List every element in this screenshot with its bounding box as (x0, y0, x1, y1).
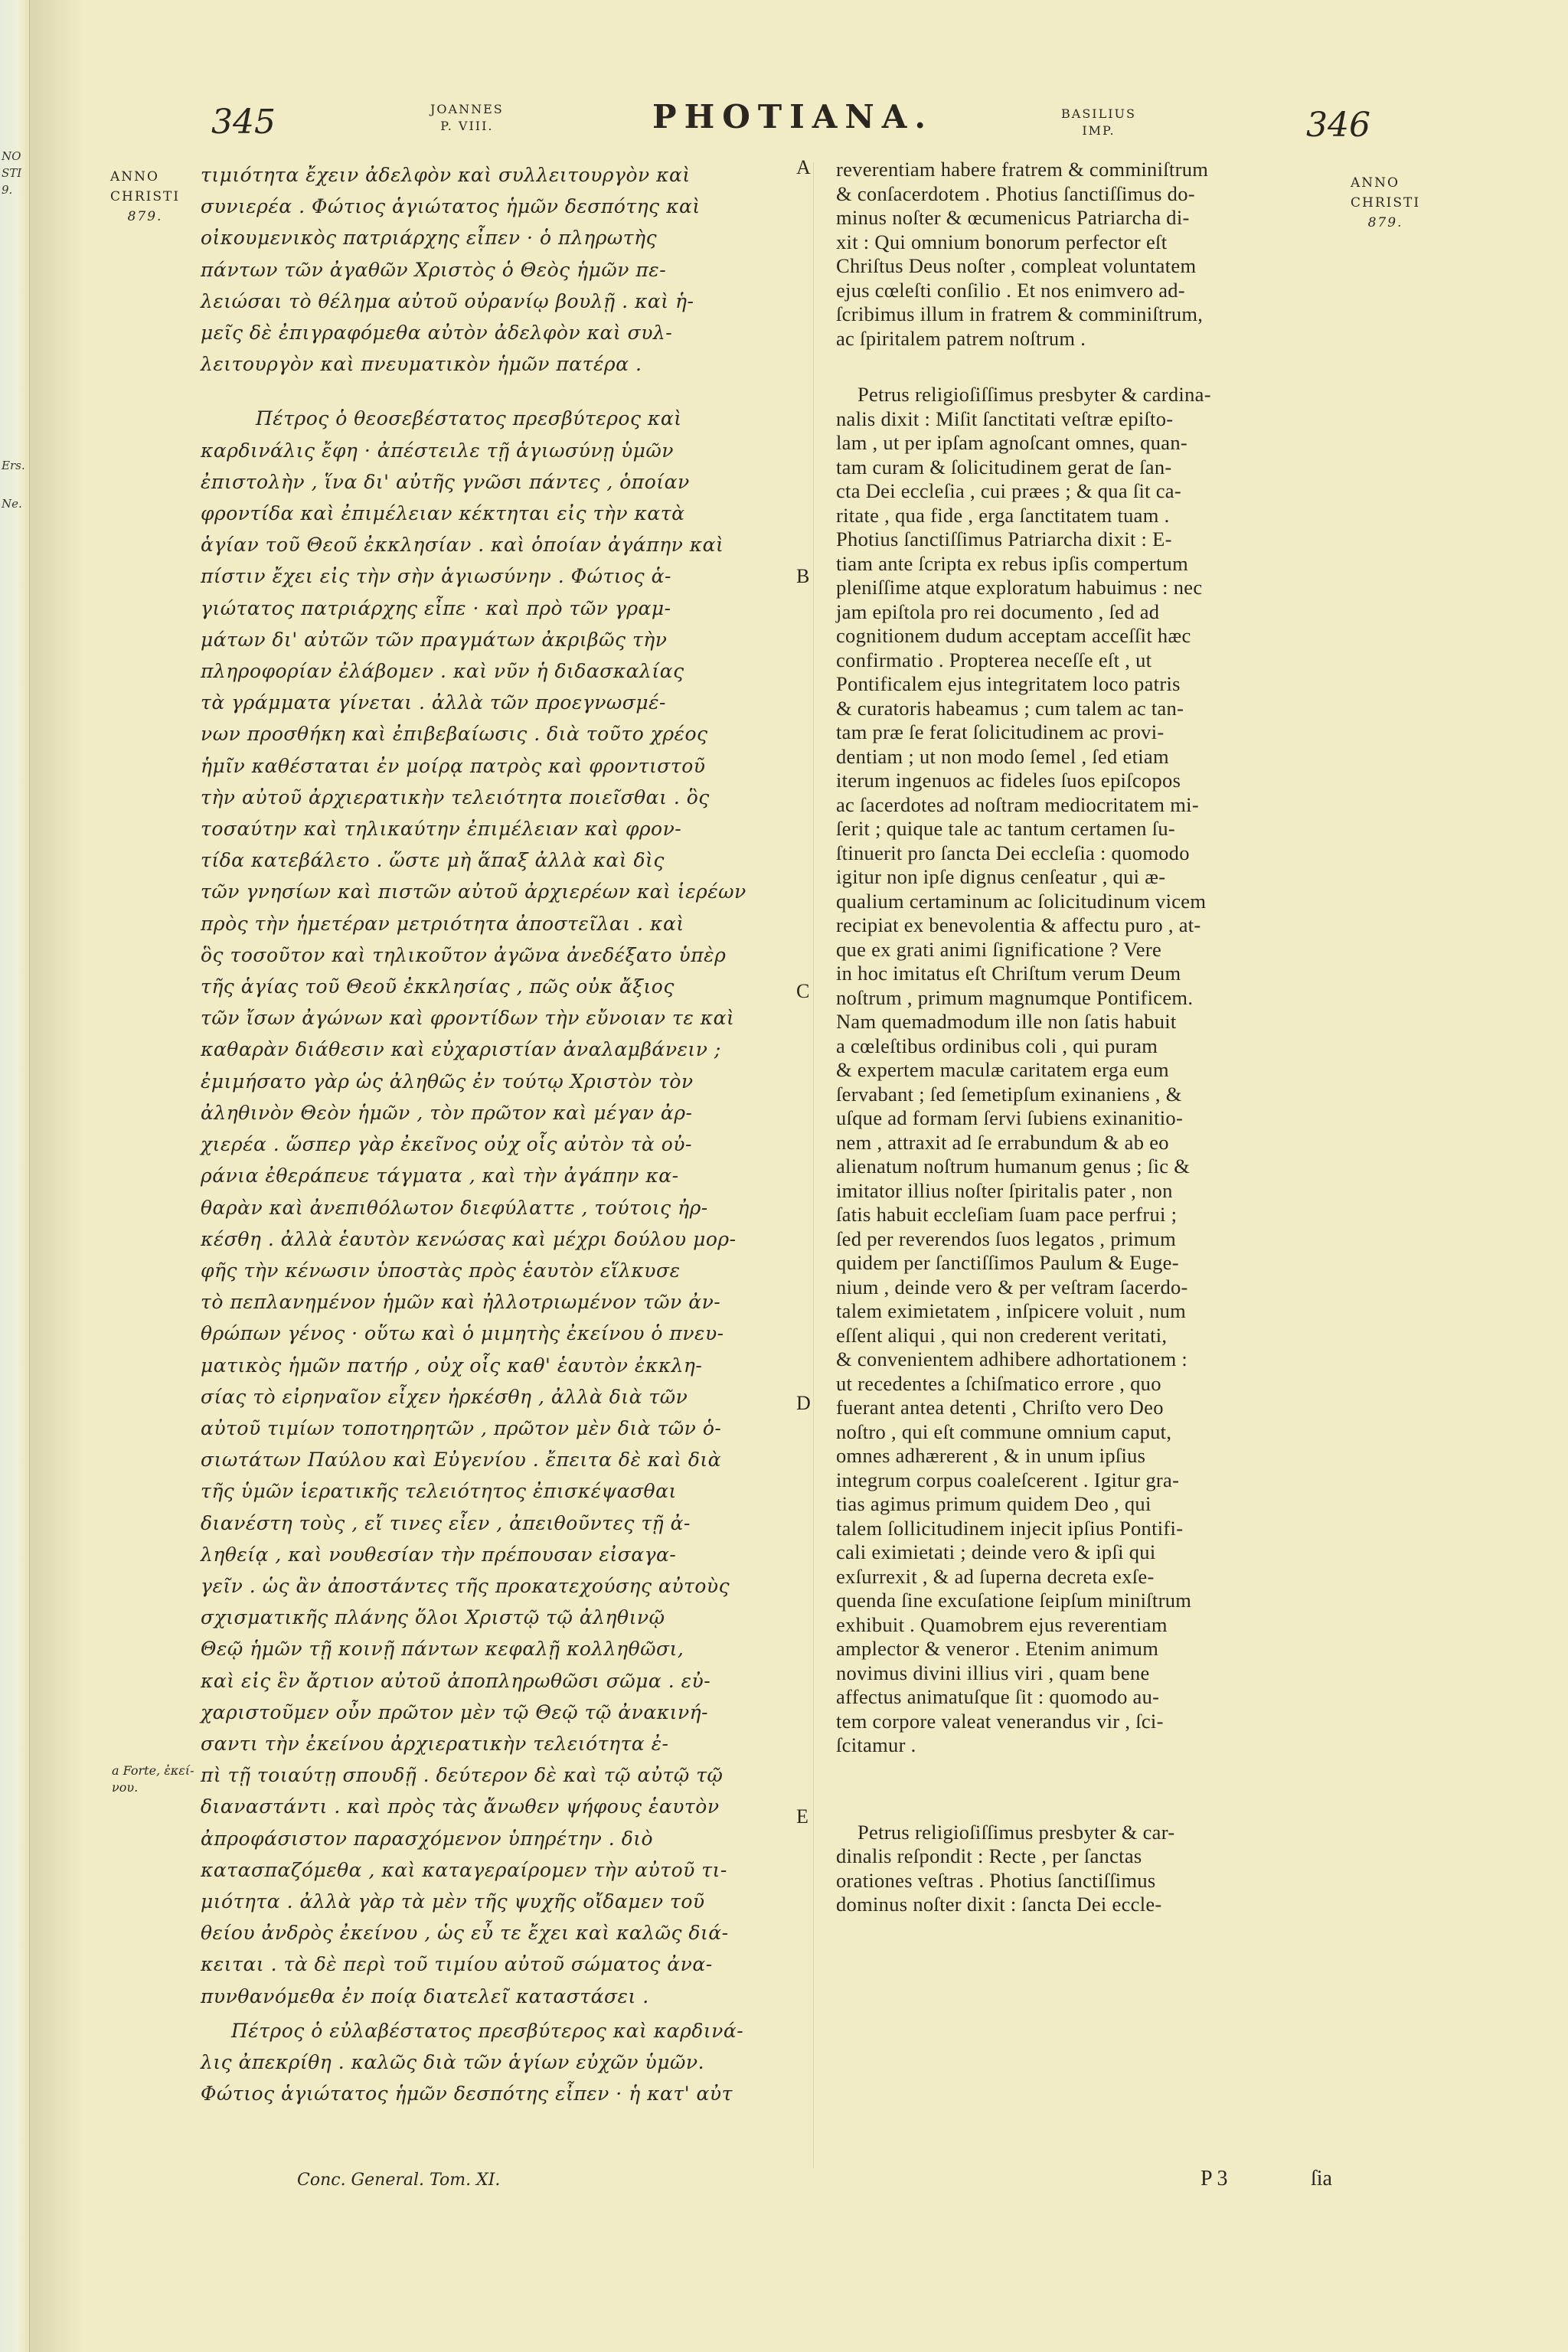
text-line: tias agimus primum quidem Deo , qui (836, 1492, 1152, 1515)
text-line: novimus divini illius viri , quam bene (836, 1661, 1150, 1684)
text-line: ſerit ; quique tale ac tantum certamen ſu- (836, 817, 1176, 840)
text-line: tam curam & ſolicitudinem gerat de ſan- (836, 455, 1172, 479)
text-line: χαριστοῦμεν οὖν πρῶτον μὲν τῷ Θεῷ τῷ ἀνακινή- (201, 1700, 709, 1723)
signature-mark: P 3 (1200, 2167, 1228, 2190)
text-line: ejus cœleſti conſilio . Et nos enimvero ad- (836, 278, 1185, 302)
text-line: pleniſſime atque exploratum habuimus : nec (836, 576, 1203, 599)
text-line: πληροφορίαν ἐλάβομεν . καὶ νῦν ἡ διδασκαλίας (201, 660, 684, 683)
greek-column (201, 159, 746, 2109)
margin-strip-note: Ne. (2, 497, 22, 511)
latin-paragraph-1 (836, 158, 1211, 351)
text-line: οἰκουμενικὸς πατριάρχης εἶπεν · ὁ πληρωτὴς (201, 227, 658, 250)
page-number-left: 345 (211, 103, 276, 142)
text-line: ματικὸς ἡμῶν πατήρ , οὐχ οἷς καθ' ἑαυτὸν ἐκκλη- (201, 1354, 703, 1377)
footnote-marker: a Forte, ἐκεί- νου. (112, 1763, 194, 1795)
latin-column (836, 158, 1211, 1917)
text-line: πίστιν ἔχει εἰς τὴν σὴν ἁγιωσύνην . Φώτιος ἁ- (201, 565, 671, 588)
text-line: omnes adhærerent , & in unum ipſius (836, 1444, 1146, 1467)
gutter-shadow (29, 0, 83, 2352)
text-line: quidem per ſanctiſſimos Paulum & Euge- (836, 1251, 1179, 1274)
section-letter-e: E (796, 1805, 808, 1828)
text-line: orationes veſtras . Photius ſanctiſſimus (836, 1868, 1156, 1892)
text-line: ἐπιστολὴν , ἵνα δι' αὐτῆς γνῶσι πάντες , ὁποίαν (201, 470, 690, 493)
text-line: jam epiſtola pro rei documento , ſed ad (836, 599, 1160, 623)
text-line: uſque ad formam ſervi ſubiens exinanitio- (836, 1106, 1184, 1129)
text-line: Pontificalem ejus integritatem loco patris (836, 672, 1181, 695)
text-line: τίδα κατεβάλετο . ὥστε μὴ ἅπαξ ἀλλὰ καὶ δὶς (201, 849, 665, 872)
text-line: μεῖς δὲ ἐπιγραφόμεθα αὐτὸν ἀδελφὸν καὶ συλ- (201, 322, 673, 345)
text-line: φροντίδα καὶ ἐπιμέλειαν κέκτηται εἰς τὴν κατὰ (201, 502, 685, 525)
text-line: & curatoris habeamus ; cum talem ac tan- (836, 696, 1184, 720)
margin-strip-note: Ers. (2, 459, 25, 472)
text-line: ſcribimus illum in fratrem & comminiſtrum, (836, 302, 1204, 325)
text-line: dentiam ; ut non modo ſemel , ſed etiam (836, 744, 1169, 768)
text-line: ὃς τοσοῦτον καὶ τηλικοῦτον ἀγῶνα ἀνεδέξατο ὑπὲρ (201, 943, 727, 966)
text-line: noſtrum , primum magnumque Pontificem. (836, 985, 1194, 1009)
text-line: τῶν γνησίων καὶ πιστῶν αὐτοῦ ἀρχιερέων καὶ ἱερέων (201, 880, 746, 903)
adjacent-page-margin (0, 0, 30, 2352)
text-line: διανέστη τοὺς , εἴ τινες εἶεν , ἀπειθοῦντες τῇ ἀ- (201, 1511, 691, 1534)
text-line: θαρὰν καὶ ἀνεπιθόλωτον διεφύλαττε , τούτοις ἠρ- (201, 1196, 708, 1219)
text-line: Nam quemadmodum ille non ſatis habuit (836, 1010, 1177, 1033)
text-line: cali eximietati ; deinde vero & ipſi qui (836, 1540, 1156, 1563)
text-line: talem ſollicitudinem injecit ipſius Pontifi- (836, 1516, 1184, 1540)
text-line: dominus noſter dixit : ſancta Dei eccle- (836, 1893, 1162, 1916)
text-line: τὰ γράμματα γίνεται . ἀλλὰ τῶν προεγνωσμέ- (201, 691, 666, 714)
text-line: τῆς ἁγίας τοῦ Θεοῦ ἐκκλησίας , πῶς οὐκ ἄξιος (201, 975, 675, 998)
header-caption-right: BASILIUS IMP. (1061, 106, 1136, 138)
text-line: πρὸς τὴν ἡμετέραν μετριότητα ἀποστεῖλαι . καὶ (201, 912, 684, 935)
text-line: ἀπροφάσιστον παρασχόμενον ὑπηρέτην . διὸ (201, 1827, 654, 1850)
text-line: & convenientem adhibere adhortationem : (836, 1348, 1188, 1370)
text-line: quenda ſine excuſatione ſeipſum miniſtrum (836, 1589, 1192, 1612)
text-line: ληθείᾳ , καὶ νουθεσίαν τὴν πρέπουσαν εἰσαγα- (201, 1543, 677, 1566)
header-caption-left: JOANNES P. VIII. (430, 102, 504, 133)
text-line: igitur non ipſe dignus cenſeatur , qui æ- (836, 865, 1166, 888)
text-line: xit : Qui omnium bonorum perfector eſt (836, 230, 1168, 253)
section-letter-c: C (796, 980, 810, 1002)
text-line: λις ἀπεκρίθη . καλῶς διὰ τῶν ἁγίων εὐχῶν ὑμῶν. (201, 2050, 705, 2073)
text-line: Petrus religioſiſſimus presbyter & car- (858, 1820, 1175, 1844)
text-line: minus noſter & œcumenicus Patriarcha di- (836, 206, 1190, 229)
text-line: ritate , qua fide , erga ſanctitatem tuam . (836, 503, 1170, 527)
text-line: ἀληθινὸν Θεὸν ἡμῶν , τὸν πρῶτον καὶ μέγαν ἀρ- (201, 1101, 693, 1124)
text-line: Photius ſanctiſſimus Patriarcha dixit : E- (836, 528, 1172, 550)
latin-paragraph-2 (836, 383, 1211, 1758)
text-line: Θεῷ ἡμῶν τῇ κοινῇ πάντων κεφαλῇ κολληθῶσι, (201, 1638, 684, 1661)
text-line: ſtinuerit pro ſancta Dei eccleſia : quomodo (836, 841, 1190, 864)
text-line: ἐμιμήσατο γὰρ ὡς ἀληθῶς ἐν τούτῳ Χριστὸν τὸν (201, 1070, 694, 1093)
catchword: ſia (1311, 2167, 1332, 2190)
text-line: ut recedentes a ſchiſmatico errore , quo (836, 1371, 1161, 1395)
text-line: fuerant antea detenti , Chriſto vero Deo (836, 1396, 1164, 1419)
text-line: alienatum noſtrum humanum genus ; ſic & (836, 1155, 1191, 1178)
text-line: Chriſtus Deus noſter , compleat voluntatem (836, 254, 1197, 277)
text-line: τοσαύτην καὶ τηλικαύτην ἐπιμέλειαν καὶ φρον- (201, 818, 682, 841)
text-line: αὐτοῦ τιμίων τοποτηρητῶν , πρῶτον μὲν διὰ τῶν ὁ- (201, 1416, 722, 1439)
text-line: confirmatio . Propterea neceſſe eſt , ut (836, 648, 1152, 671)
text-line: ſcitamur . (836, 1733, 916, 1756)
text-line: que ex grati animi ſignificatione ? Vere (836, 937, 1162, 961)
text-line: nalis dixit : Miſit ſanctitati veſtræ epiſto- (836, 407, 1174, 430)
text-line: imitator illius noſter ſpiritalis pater , non (836, 1178, 1173, 1202)
text-line: ſatis habuit eccleſiam ſuam pace perfrui ; (836, 1203, 1178, 1226)
text-line: dinalis reſpondit : Recte , per ſanctas (836, 1844, 1142, 1867)
text-line: & conſacerdotem . Photius ſanctiſſimus do- (836, 181, 1195, 205)
text-line: λειώσαι τὸ θέλημα αὐτοῦ οὐρανίῳ βουλῇ . καὶ ἡ- (201, 289, 694, 312)
text-line: τῶν ἴσων ἀγώνων καὶ φροντίδων τὴν εὔνοιαν τε καὶ (201, 1007, 735, 1030)
text-line: σχισματικῆς πλάνης ὅλοι Χριστῷ τῷ ἀληθινῷ (201, 1606, 665, 1629)
text-line: in hoc imitatus eſt Chriſtum verum Deum (836, 962, 1181, 985)
text-line: σίας τὸ εἰρηναῖον εἶχεν ἠρκέσθη , ἀλλὰ διὰ τῶν (201, 1385, 688, 1408)
section-letter-a: A (796, 156, 811, 178)
text-line: ac ſpiritalem patrem noſtrum . (836, 326, 1086, 350)
text-line: χιερέα . ὥσπερ γὰρ ἐκεῖνος οὐχ οἷς αὐτὸν τὰ οὐ- (201, 1133, 692, 1156)
text-line: nem , attraxit ad ſe errabundum & ab eo (836, 1130, 1169, 1154)
text-line: cognitionem dudum acceptam acceſſit hæc (836, 624, 1191, 647)
margin-strip-note: STI (2, 166, 22, 180)
text-line: lam , ut per ipſam agnoſcant omnes, quan- (836, 431, 1187, 454)
text-line: μιότητα . ἀλλὰ γὰρ τὰ μὲν τῆς ψυχῆς οἴδαμεν τοῦ (201, 1890, 705, 1913)
text-line: διαναστάντι . καὶ πρὸς τὰς ἄνωθεν ψήφους ἑαυτὸν (201, 1795, 720, 1818)
text-line: noſtro , qui eſt commune omnium caput, (836, 1419, 1172, 1443)
text-line: a cœleſtibus ordinibus coli , qui puram (836, 1034, 1158, 1057)
margin-note-anno-right: ANNO CHRISTI 879. (1351, 175, 1421, 230)
text-line: τῆς ὑμῶν ἱερατικῆς τελειότητος ἐπισκέψασθαι (201, 1480, 677, 1503)
text-line: καθαρὰν διάθεσιν καὶ εὐχαριστίαν ἀναλαμβάνειν ; (201, 1038, 721, 1061)
text-line: ἁγίαν τοῦ Θεοῦ ἐκκλησίαν . καὶ ὁποίαν ἀγάπην καὶ (201, 534, 724, 557)
text-line: Πέτρος ὁ εὐλαβέστατος πρεσβύτερος καὶ καρδινά- (231, 2019, 744, 2042)
page-number-right: 346 (1306, 106, 1370, 145)
text-line: tam præ ſe ferat ſolicitudinem ac provi- (836, 720, 1165, 743)
text-line: reverentiam habere fratrem & comminiſtrum (836, 158, 1209, 181)
text-line: ſed per reverendos ſuos legatos , primum (836, 1227, 1176, 1250)
text-line: κέσθη . ἀλλὰ ἑαυτὸν κενώσας καὶ μέχρι δούλου μορ- (201, 1227, 737, 1250)
text-line: talem eximietatem , inſpicere voluit , num (836, 1299, 1187, 1322)
text-line: amplector & veneror . Etenim animum (836, 1637, 1159, 1660)
text-line: λειτουργὸν καὶ πνευματικὸν ἡμῶν πατέρα . (201, 353, 642, 376)
greek-paragraph-1 (201, 159, 746, 380)
text-line: Petrus religioſiſſimus presbyter & cardina- (858, 383, 1211, 406)
margin-strip-note: 9. (2, 183, 13, 197)
text-line: affectus animatuſque ſit : quomodo au- (836, 1685, 1160, 1708)
text-line: ac ſacerdotes ad noſtram mediocritatem mi- (836, 792, 1199, 816)
text-line: Πέτρος ὁ θεοσεβέστατος πρεσβύτερος καὶ (256, 407, 682, 430)
text-line: συνιερέα . Φώτιος ἁγιώτατος ἡμῶν δεσπότης καὶ (201, 195, 701, 218)
text-line: tem corpore valeat venerandus vir , ſci- (836, 1709, 1164, 1733)
text-line: γεῖν . ὡς ἂν ἀποστάντες τῆς προκατεχούσης αὐτοὺς (201, 1574, 730, 1597)
text-line: exſurrexit , & ad ſuperna decreta exſe- (836, 1564, 1155, 1588)
text-line: σιωτάτων Παύλου καὶ Εὐγενίου . ἔπειτα δὲ καὶ διὰ (201, 1449, 722, 1472)
text-line: φῆς τὴν κένωσιν ὑποστὰς πρὸς ἑαυτὸν εἵλκυσε (201, 1259, 681, 1282)
section-letter-b: B (796, 565, 810, 587)
margin-note-anno-left: ANNO CHRISTI 879. (110, 169, 181, 224)
text-line: νων προσθήκη καὶ ἐπιβεβαίωσις . διὰ τοῦτο χρέος (201, 723, 708, 746)
text-line: σαντι τὴν ἐκείνου ἀρχιερατικὴν τελειότητα ἐ- (201, 1732, 669, 1755)
text-line: θείου ἀνδρὸς ἐκείνου , ὡς εὖ τε ἔχει καὶ καλῶς διά- (201, 1922, 729, 1945)
text-line: καὶ εἰς ἓν ἄρτιον αὐτοῦ ἀποπληρωθῶσι σῶμα . εὐ- (201, 1669, 711, 1692)
margin-strip-note: NO (2, 149, 21, 163)
text-line: ἡμῖν καθέσταται ἐν μοίρᾳ πατρὸς καὶ φροντιστοῦ (201, 754, 706, 777)
text-line: qualium certaminum ac ſolicitudinum vicem (836, 889, 1207, 913)
text-line: Φώτιος ἁγιώτατος ἡμῶν δεσπότης εἶπεν · ἡ κατ' αὐτ (201, 2082, 733, 2105)
latin-paragraph-3 (836, 1821, 1211, 1917)
text-line: nium , deinde vero & per veſtram ſacerdo- (836, 1275, 1188, 1298)
text-line: ſervabant ; ſed ſemetipſum exinaniens , & (836, 1082, 1182, 1106)
signature-line-left: Conc. General. Tom. XI. (297, 2171, 501, 2190)
running-title: PHOTIANA. (652, 98, 933, 136)
section-letter-d: D (796, 1392, 811, 1414)
text-line: κειται . τὰ δὲ περὶ τοῦ τιμίου αὐτοῦ σώματος ἀνα- (201, 1953, 713, 1976)
text-line: τὸ πεπλανημένον ἡμῶν καὶ ἠλλοτριωμένον τῶν ἀν- (201, 1291, 721, 1314)
text-line: eſſent aliqui , qui non crederent veritati, (836, 1323, 1168, 1347)
text-line: recipiat ex benevolentia & affectu puro , at- (836, 913, 1201, 936)
text-line: cta Dei eccleſia , cui præes ; & qua ſit ca- (836, 479, 1181, 502)
text-line: θρώπων γένος · οὕτω καὶ ὁ μιμητὴς ἐκείνου ὁ πνευ- (201, 1322, 724, 1345)
text-line: τὴν αὐτοῦ ἀρχιερατικὴν τελειότητα ποιεῖσθαι . ὃς (201, 786, 710, 808)
text-line: τιμιότητα ἔχειν ἀδελφὸν καὶ συλλειτουργὸν καὶ (201, 164, 691, 186)
text-line: & expertem maculæ caritatem erga eum (836, 1058, 1169, 1081)
text-line: integrum corpus coaleſcerent . Igitur gra- (836, 1468, 1180, 1491)
text-line: μάτων δι' αὐτῶν τῶν πραγμάτων ἀκριβῶς τὴν (201, 628, 668, 651)
greek-paragraph-2 (201, 403, 746, 2011)
text-line: iterum ingenuos ac fideles ſuos epiſcopos (836, 769, 1181, 792)
text-line: πὶ τῇ τοιαύτῃ σπουδῇ . δεύτερον δὲ καὶ τῷ αὐτῷ τῷ (201, 1764, 724, 1787)
text-line: πάντων τῶν ἀγαθῶν Χριστὸς ὁ Θεὸς ἡμῶν πε- (201, 258, 667, 281)
text-line: γιώτατος πατριάρχης εἶπε · καὶ πρὸ τῶν γραμ- (201, 596, 671, 619)
text-line: tiam ante ſcripta ex rebus ipſis compertum (836, 551, 1189, 575)
text-line: κατασπαζόμεθα , καὶ καταγεραίρομεν τὴν αὐτοῦ τι- (201, 1858, 727, 1881)
greek-paragraph-3 (201, 2015, 746, 2110)
text-line: ράνια ἐθεράπευε τάγματα , καὶ τὴν ἀγάπην κα- (201, 1165, 679, 1187)
text-line: πυνθανόμεθα ἐν ποίᾳ διατελεῖ καταστάσει . (201, 1984, 649, 2007)
text-line: exhibuit . Quamobrem ejus reverentiam (836, 1612, 1168, 1636)
text-line: καρδινάλις ἔφη · ἀπέστειλε τῇ ἁγιωσύνῃ ὑμῶν (201, 439, 674, 462)
column-divider (813, 162, 814, 2168)
